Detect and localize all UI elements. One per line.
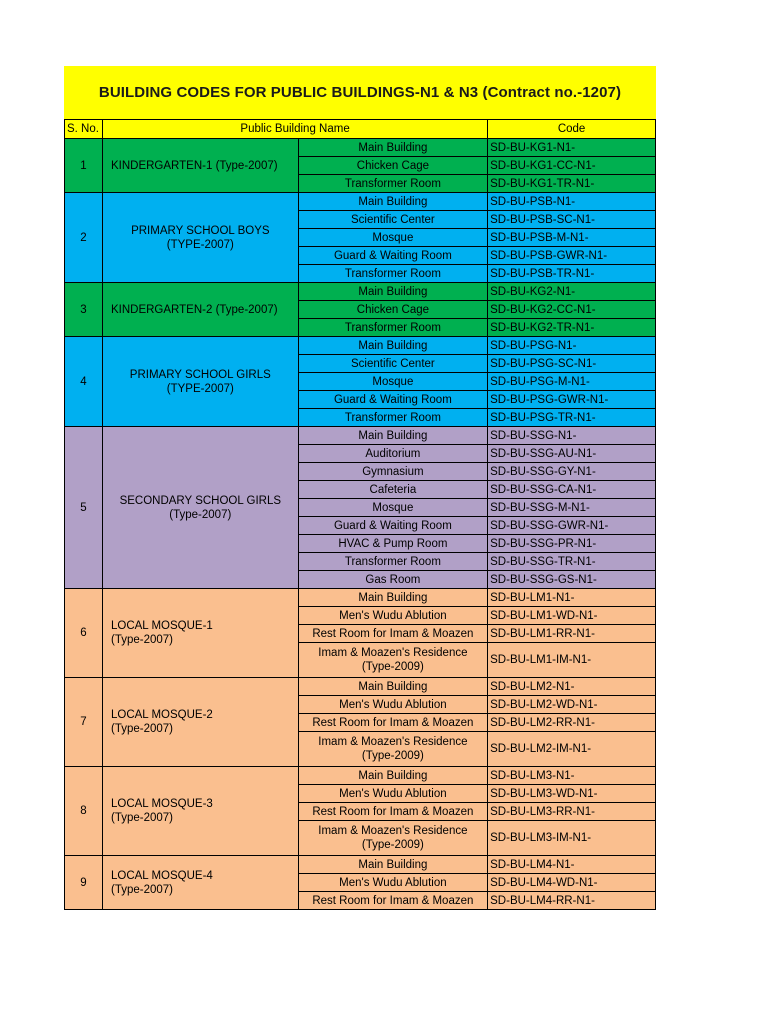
table-row [65, 337, 656, 355]
building-name-cell: Chicken Cage [298, 157, 488, 175]
building-code-cell: SD-BU-SSG-PR-N1- [488, 535, 656, 553]
building-code-cell: SD-BU-KG2-TR-N1- [488, 319, 656, 337]
building-code-cell: SD-BU-SSG-AU-N1- [488, 445, 656, 463]
building-name-cell: Guard & Waiting Room [298, 517, 488, 535]
public-building-name-cell: KINDERGARTEN-2 (Type-2007) [102, 283, 298, 337]
building-codes-table [64, 119, 656, 910]
serial-number-cell: 5 [65, 427, 103, 589]
table-body [65, 139, 656, 910]
building-code-cell: SD-BU-KG2-N1- [488, 283, 656, 301]
public-building-name-cell: LOCAL MOSQUE-1 (Type-2007) [102, 589, 298, 678]
building-name-cell: Gymnasium [298, 463, 488, 481]
serial-number-cell: 1 [65, 139, 103, 193]
building-name-cell: Cafeteria [298, 481, 488, 499]
public-building-name-cell: LOCAL MOSQUE-2 (Type-2007) [102, 678, 298, 767]
building-name-cell: Main Building [298, 139, 488, 157]
building-name-cell: Transformer Room [298, 175, 488, 193]
building-code-cell: SD-BU-KG2-CC-N1- [488, 301, 656, 319]
building-name-cell: Mosque [298, 229, 488, 247]
building-name-cell: Men's Wudu Ablution [298, 696, 488, 714]
building-name-cell: Men's Wudu Ablution [298, 785, 488, 803]
building-name-cell: Main Building [298, 337, 488, 355]
building-code-cell: SD-BU-LM3-IM-N1- [488, 821, 656, 856]
page-title: BUILDING CODES FOR PUBLIC BUILDINGS-N1 & N3 (Contract no.-1207) [64, 66, 656, 119]
public-building-name-cell: LOCAL MOSQUE-4 (Type-2007) [102, 856, 298, 910]
building-name-cell: Men's Wudu Ablution [298, 874, 488, 892]
building-code-cell: SD-BU-SSG-GWR-N1- [488, 517, 656, 535]
building-code-cell: SD-BU-PSG-GWR-N1- [488, 391, 656, 409]
building-name-cell: Guard & Waiting Room [298, 247, 488, 265]
serial-number-cell: 8 [65, 767, 103, 856]
table-row [65, 193, 656, 211]
building-code-cell: SD-BU-PSG-TR-N1- [488, 409, 656, 427]
building-name-cell: Rest Room for Imam & Moazen [298, 803, 488, 821]
building-name-cell: Imam & Moazen's Residence (Type-2009) [298, 643, 488, 678]
building-name-cell: Auditorium [298, 445, 488, 463]
building-name-cell: Main Building [298, 678, 488, 696]
building-code-cell: SD-BU-LM4-WD-N1- [488, 874, 656, 892]
building-name-cell: Imam & Moazen's Residence (Type-2009) [298, 732, 488, 767]
building-code-cell: SD-BU-KG1-TR-N1- [488, 175, 656, 193]
public-building-name-cell: LOCAL MOSQUE-3 (Type-2007) [102, 767, 298, 856]
building-code-cell: SD-BU-PSB-GWR-N1- [488, 247, 656, 265]
table-row [65, 589, 656, 607]
building-name-cell: Chicken Cage [298, 301, 488, 319]
building-name-cell: Mosque [298, 499, 488, 517]
table-row [65, 767, 656, 785]
building-name-cell: Main Building [298, 427, 488, 445]
building-code-cell: SD-BU-PSG-SC-N1- [488, 355, 656, 373]
table-row [65, 139, 656, 157]
building-code-cell: SD-BU-SSG-M-N1- [488, 499, 656, 517]
building-name-cell: Main Building [298, 856, 488, 874]
table-row [65, 283, 656, 301]
building-code-cell: SD-BU-LM1-WD-N1- [488, 607, 656, 625]
serial-number-cell: 7 [65, 678, 103, 767]
public-building-name-cell: KINDERGARTEN-1 (Type-2007) [102, 139, 298, 193]
building-code-cell: SD-BU-LM3-N1- [488, 767, 656, 785]
building-code-cell: SD-BU-LM2-IM-N1- [488, 732, 656, 767]
building-code-cell: SD-BU-LM1-IM-N1- [488, 643, 656, 678]
building-code-cell: SD-BU-PSB-SC-N1- [488, 211, 656, 229]
building-code-cell: SD-BU-SSG-GY-N1- [488, 463, 656, 481]
building-code-cell: SD-BU-PSG-N1- [488, 337, 656, 355]
building-code-cell: SD-BU-SSG-CA-N1- [488, 481, 656, 499]
building-code-cell: SD-BU-SSG-TR-N1- [488, 553, 656, 571]
building-code-cell: SD-BU-LM1-N1- [488, 589, 656, 607]
serial-number-cell: 4 [65, 337, 103, 427]
building-code-cell: SD-BU-KG1-CC-N1- [488, 157, 656, 175]
building-name-cell: Scientific Center [298, 355, 488, 373]
serial-number-cell: 2 [65, 193, 103, 283]
serial-number-cell: 9 [65, 856, 103, 910]
header-code: Code [488, 120, 656, 139]
header-public-building-name: Public Building Name [102, 120, 487, 139]
public-building-name-cell: PRIMARY SCHOOL BOYS (TYPE-2007) [102, 193, 298, 283]
building-name-cell: Main Building [298, 193, 488, 211]
building-code-cell: SD-BU-SSG-GS-N1- [488, 571, 656, 589]
building-code-cell: SD-BU-PSG-M-N1- [488, 373, 656, 391]
building-code-cell: SD-BU-PSB-N1- [488, 193, 656, 211]
building-code-cell: SD-BU-LM2-N1- [488, 678, 656, 696]
building-name-cell: Men's Wudu Ablution [298, 607, 488, 625]
building-name-cell: Transformer Room [298, 409, 488, 427]
table-row [65, 678, 656, 696]
building-code-cell: SD-BU-PSB-M-N1- [488, 229, 656, 247]
building-name-cell: Scientific Center [298, 211, 488, 229]
building-code-cell: SD-BU-LM2-RR-N1- [488, 714, 656, 732]
building-name-cell: Imam & Moazen's Residence (Type-2009) [298, 821, 488, 856]
building-name-cell: Guard & Waiting Room [298, 391, 488, 409]
building-code-cell: SD-BU-LM1-RR-N1- [488, 625, 656, 643]
building-name-cell: Mosque [298, 373, 488, 391]
serial-number-cell: 3 [65, 283, 103, 337]
spreadsheet-page [64, 66, 656, 924]
building-name-cell: Main Building [298, 283, 488, 301]
building-name-cell: Transformer Room [298, 553, 488, 571]
building-code-cell: SD-BU-LM3-WD-N1- [488, 785, 656, 803]
building-name-cell: Rest Room for Imam & Moazen [298, 714, 488, 732]
serial-number-cell: 6 [65, 589, 103, 678]
table-row [65, 856, 656, 874]
building-code-cell: SD-BU-LM2-WD-N1- [488, 696, 656, 714]
building-name-cell: HVAC & Pump Room [298, 535, 488, 553]
building-name-cell: Transformer Room [298, 319, 488, 337]
building-code-cell: SD-BU-SSG-N1- [488, 427, 656, 445]
header-row [65, 120, 656, 139]
building-code-cell: SD-BU-LM3-RR-N1- [488, 803, 656, 821]
building-name-cell: Main Building [298, 767, 488, 785]
building-name-cell: Gas Room [298, 571, 488, 589]
table-row [65, 427, 656, 445]
building-name-cell: Transformer Room [298, 265, 488, 283]
building-code-cell: SD-BU-LM4-N1- [488, 856, 656, 874]
building-code-cell: SD-BU-LM4-RR-N1- [488, 892, 656, 910]
public-building-name-cell: PRIMARY SCHOOL GIRLS (TYPE-2007) [102, 337, 298, 427]
building-name-cell: Rest Room for Imam & Moazen [298, 892, 488, 910]
header-sno: S. No. [65, 120, 103, 139]
building-name-cell: Main Building [298, 589, 488, 607]
public-building-name-cell: SECONDARY SCHOOL GIRLS (Type-2007) [102, 427, 298, 589]
building-name-cell: Rest Room for Imam & Moazen [298, 625, 488, 643]
building-code-cell: SD-BU-PSB-TR-N1- [488, 265, 656, 283]
building-code-cell: SD-BU-KG1-N1- [488, 139, 656, 157]
